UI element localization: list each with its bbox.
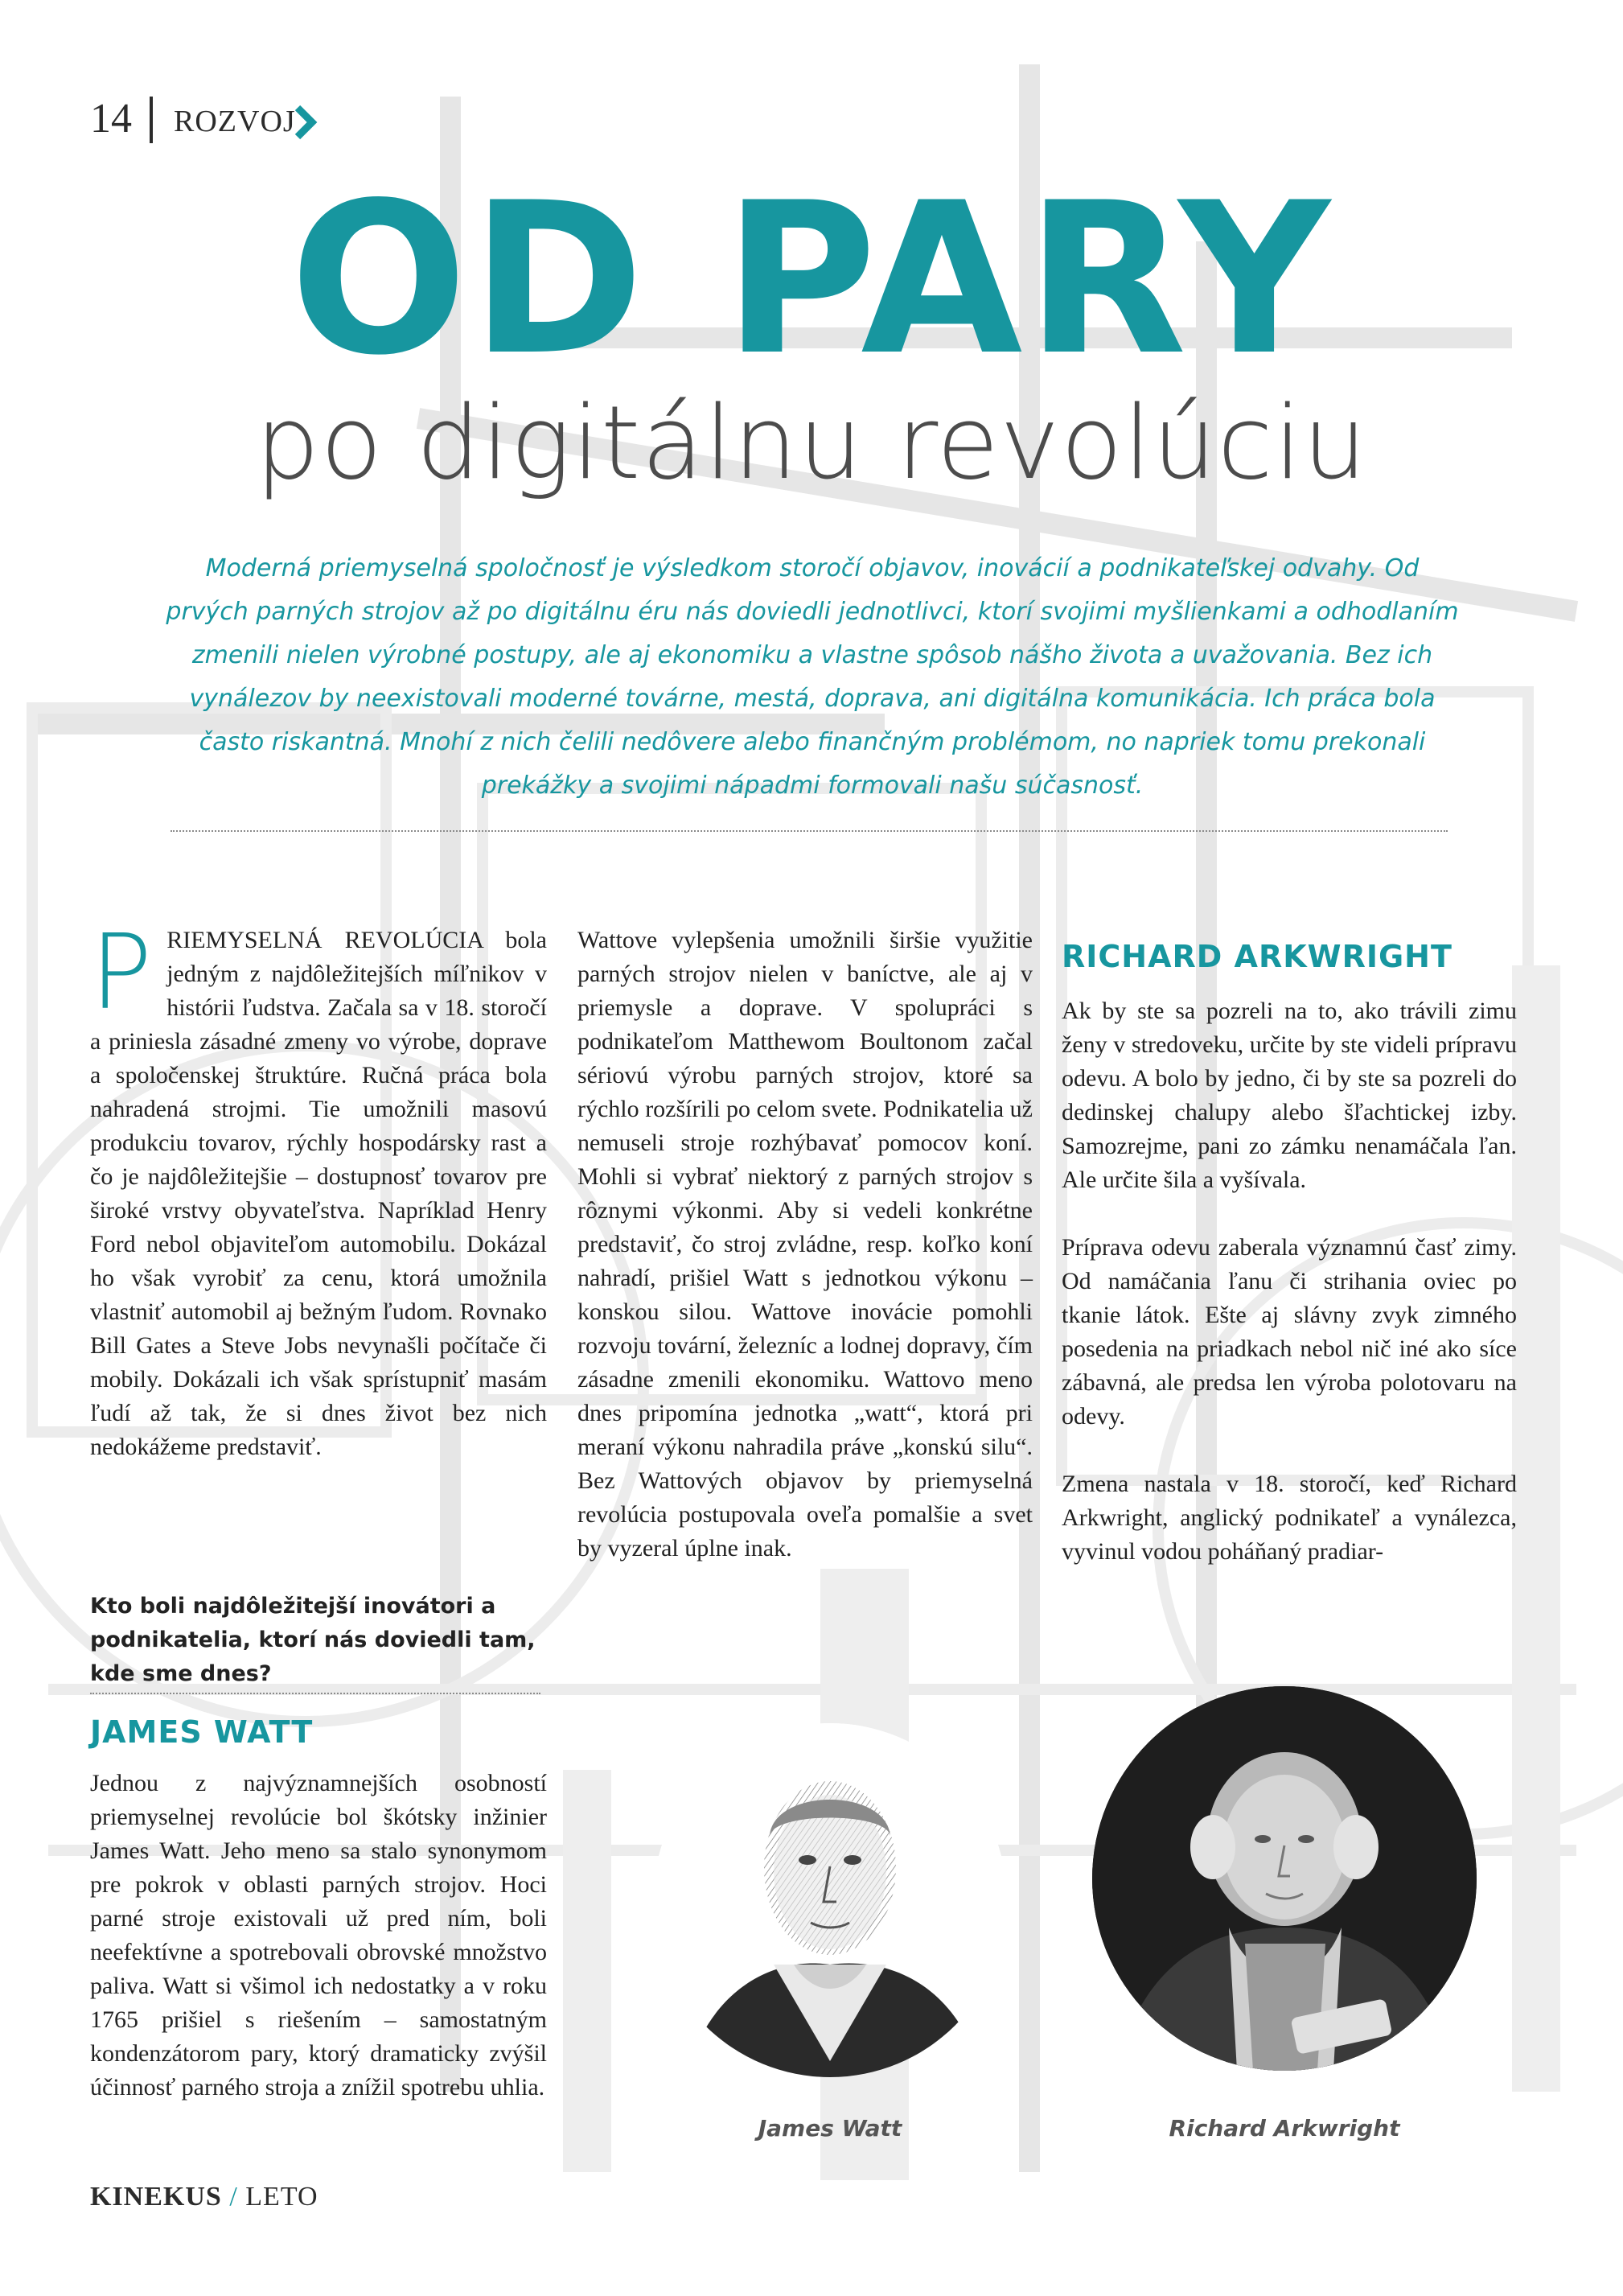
question-divider [90,1693,540,1694]
footer-separator: / [229,2182,238,2212]
intro-divider [171,830,1448,832]
portrait-richard-arkwright [1092,1686,1477,2071]
portrait-james-watt [653,1723,1007,2077]
watt-continued-paragraph: Wattove vylepšenia umožnili širšie využitie parných strojov nielen v baníctve, ale aj v priemysle a doprave. V spolupráci s podnikateľom Matthewom Boultonom začal sériovú výrobu parných strojov, ktoré sa rýchlo rozšírili po celom svete. Podnikatelia už nemuseli stroje rozhýbavať pomocov koní. Mohli si vybrať niektorý z parných strojov s rôznymi výkonmi. Aby si vedeli konkrétne predstaviť, čo stroj zvládne, resp. koľko koní nahradí, prišiel Watt s jednotkou výkonu – konskou silou. Wattove inovácie pomohli rozvoju tovární, železníc a lodnej dopravy, čím zásadne zmenili ekonomiku. Wattovo meno dnes pripomína jednotka „watt“, ktorá pri meraní výkonu nahradila práve „konskú silu“. Bez Wattových objavov by priemyselná revolúcia postupovala oveľa pomalšie a svet by vyzeral úplne inak. [577,927,1033,1562]
page-subtitle: po digitálnu revolúciu [255,384,1368,502]
watt-paragraph: Jednou z najvýznamnejších osobností priemyselnej revolúcie bol škótsky inžinier James Watt. Jeho meno sa stalo synonymom pre pokrok v oblasti parných strojov. Hoci parné stroje existovali už pred ním, boli neefektívne a spotrebovali obrovské množstvo paliva. Watt si všimol ich nedostatky a v roku 1765 prišiel s riešením – samostatným kondenzátorom pary, ktorý dramaticky zvýšil účinnosť parného stroja a znížil spotrebu uhlia. [90,1770,547,2101]
magazine-issue: LETO [245,2182,318,2212]
arkwright-paragraph-3: Zmena nastala v 18. storočí, keď Richard Arkwright, anglický podnikateľ a vynálezca, vyvinul vodou poháňaný pradiar- [1062,1471,1517,1565]
heading-richard-arkwright: RICHARD ARKWRIGHT [1062,939,1452,974]
article-column-2 [577,924,1033,1599]
arkwright-paragraph-1: Ak by ste sa pozreli na to, ako trávili zimu ženy v stredoveku, určite by ste videli prípravu odevu. A bolo by jedno, či by ste sa pozreli do dedinskej chalupy alebo šľachtickej izby. Samozrejme, pani zo zámku nenamáčala ľan. Ale určite šila a vyšívala. [1062,998,1517,1193]
lead-paragraph [90,913,547,1464]
page-title: OD PARY [290,158,1333,401]
section-label: ROZVOJ [174,105,296,138]
magazine-brand: KINEKUS [90,2182,222,2212]
page-number: 14 [90,96,132,142]
caption-richard-arkwright: Richard Arkwright [1169,2115,1400,2142]
header-divider [150,97,153,143]
article-column-3 [1062,994,1517,1603]
footer [90,2183,318,2211]
lead-text: RIEMYSELNÁ REVOLÚCIA bola jedným z najdôležitejších míľnikov v histórii ľudstva. Začala sa v 18. storočí a priniesla zásadné zmeny vo výrobe, doprave a spoločenskej štruktúre. Ručná práca bola nahradená strojmi. Tie umožnili masovú produkciu tovarov, rýchly hospodársky rast a čo je najdôležitejšie – dostupnosť tovarov pre široké vrstvy obyvateľstva. Napríklad Henry Ford nebol objaviteľom automobilu. Dokázal ho však vyrobiť za cenu, ktorá umožnila vlastniť automobil aj bežným ľudom. Rovnako Bill Gates a Steve Jobs nevynašli počítače či mobily. Dokázali ich však sprístupniť masám ľudí až tak, že si dnes život bez nich nedokážeme predstaviť. [90,927,547,1460]
article-column-1 [90,913,547,1498]
intro-paragraph: Moderná priemyselná spoločnosť je výsledkom storočí objavov, inovácií a podnikateľskej odvahy. Od prvých parných strojov až po digitálnu éru nás doviedli jednotlivci, ktorí svojimi myšlienkami a odhodlaním zmenili nielen výrobné postupy, ale aj ekonomiku a vlastne spôsob nášho života a uvažovania. Bez ich vynálezov by neexistovali moderné továrne, mestá, doprava, ani digitálna komunikácia. Ich práca bola často riskantná. Mnohí z nich čelili nedôvere alebo finančným problémom, no napriek tomu prekonali prekážky a svojimi nápadmi formovali našu súčasnosť. [166,554,1459,800]
richard-arkwright-painting [1092,1686,1477,2071]
question-lead: Kto boli najdôležitejší inovátori a podnikatelia, ktorí nás doviedli tam, kde sme dnes? [90,1594,536,1686]
article-watt-text [90,1767,547,2138]
caption-james-watt: James Watt [758,2115,902,2142]
drop-cap: P [90,913,153,1033]
arkwright-paragraph-2: Príprava odevu zaberala významnú časť zimy. Od namáčania ľanu či strihania oviec po tkanie látok. Ešte aj slávny zvyk zimného posedenia na priadkach nebol nič iné ako síce zábavná, ale predsa len výroba polotovaru na odevy. [1062,1234,1517,1430]
heading-james-watt: JAMES WATT [90,1714,314,1750]
chevron-right-icon [293,105,318,140]
james-watt-engraving [653,1723,1007,2077]
